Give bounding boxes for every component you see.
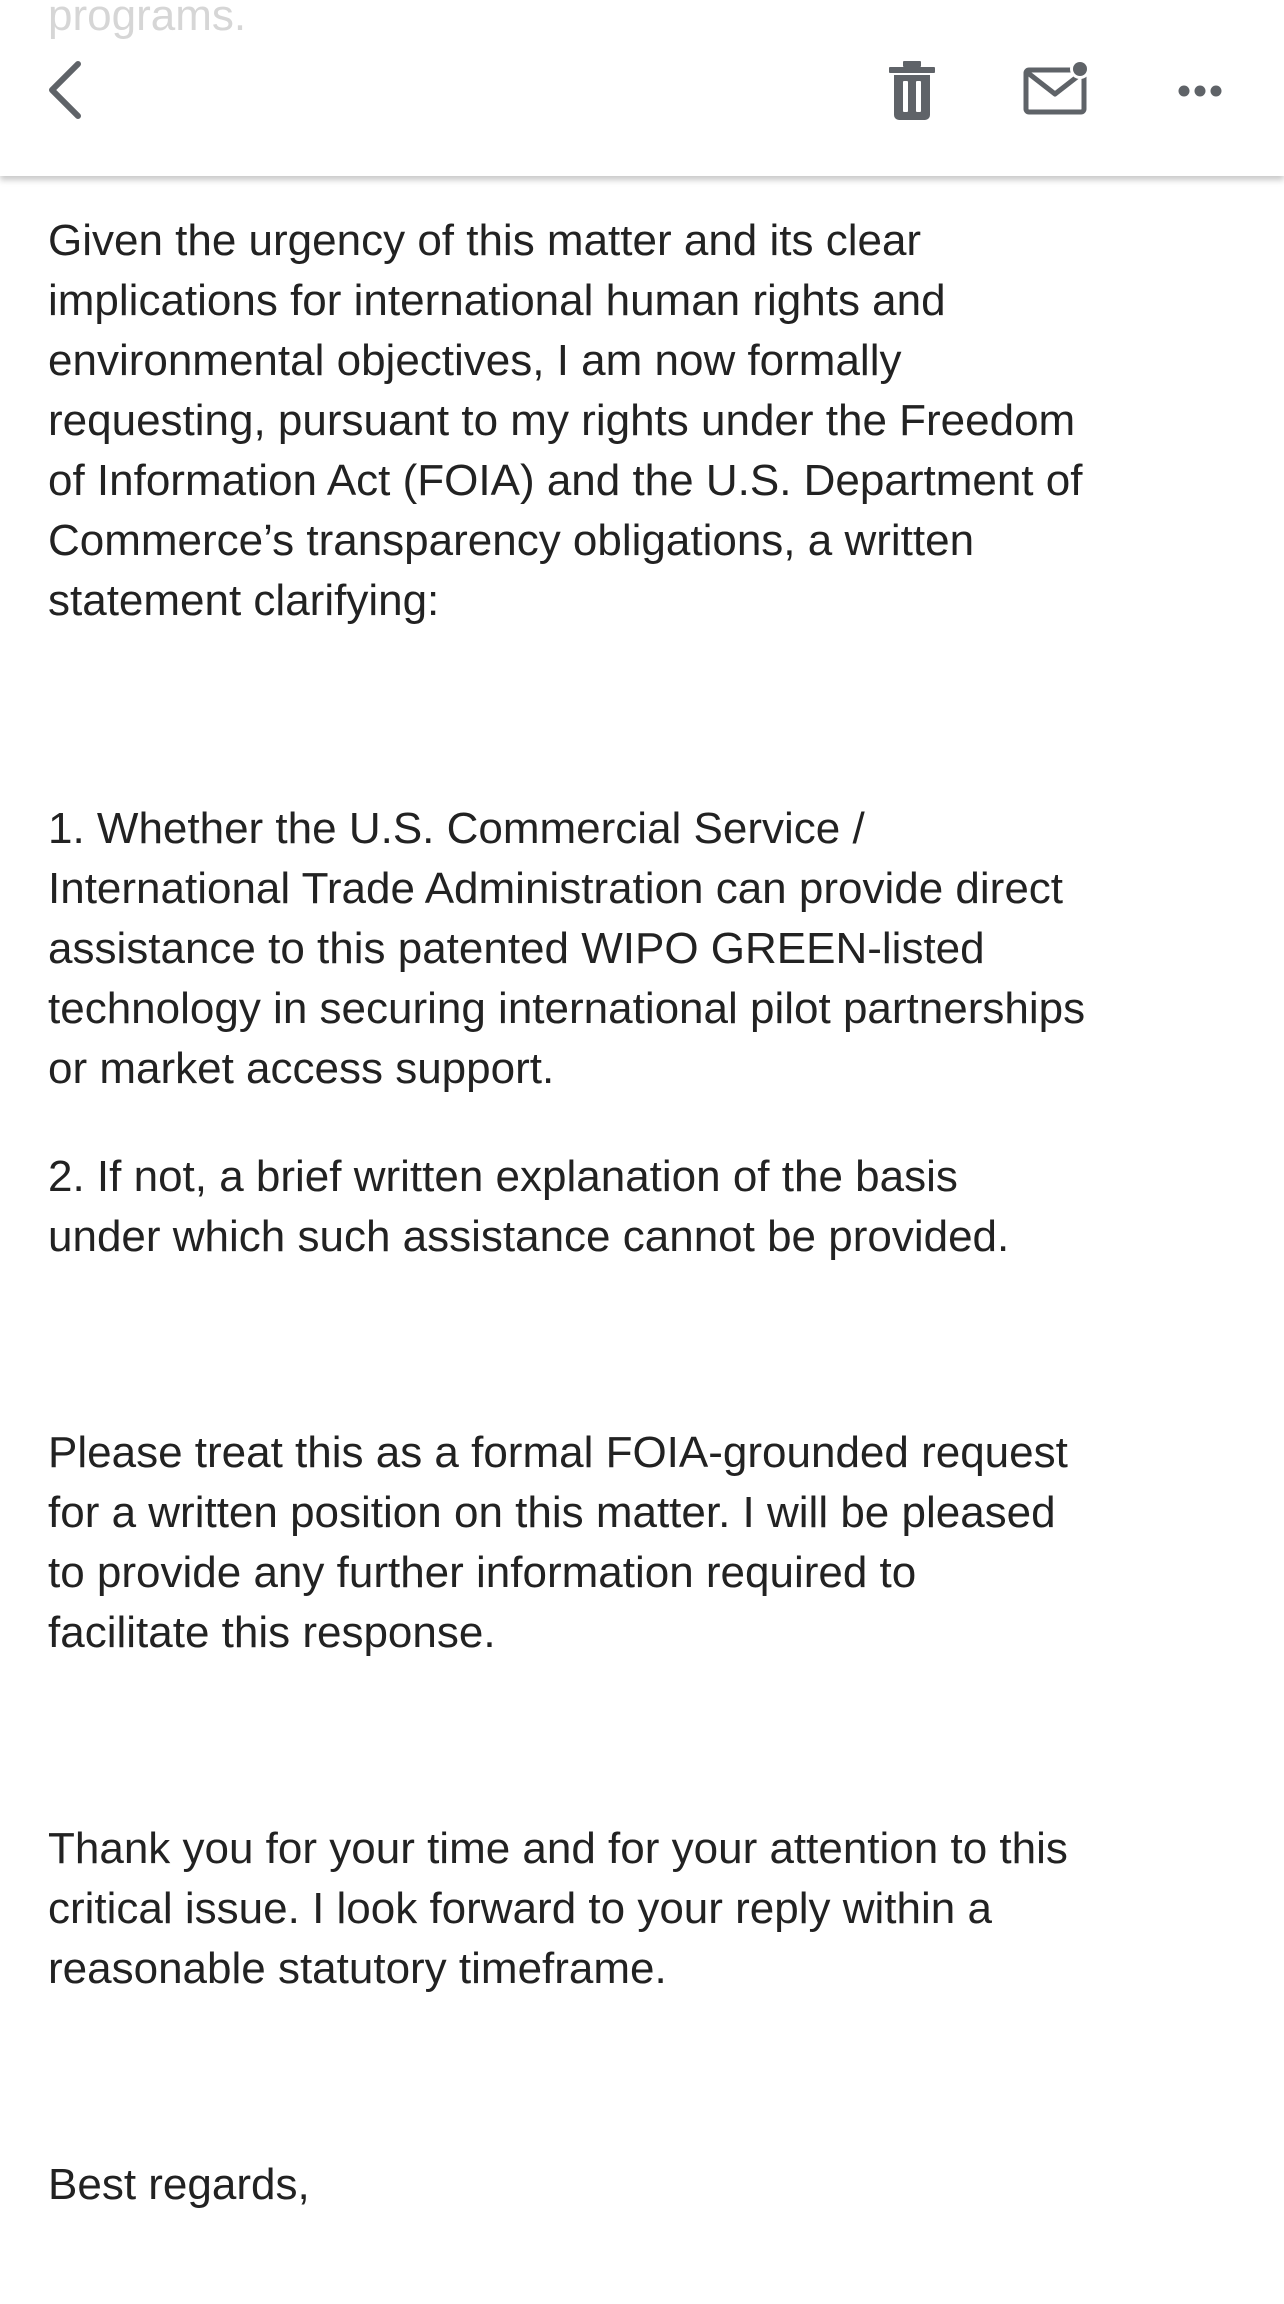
list-item-2: 2. If not, a brief written explanation of the basis under which such assistance cannot be provided. [48, 1152, 1010, 1261]
trash-icon [870, 48, 954, 132]
scrolled-previous-text: programs. [48, 0, 247, 40]
more-options-button[interactable] [1158, 48, 1242, 132]
chevron-left-icon [24, 48, 108, 132]
body-paragraph-thanks: Thank you for your time and for your attention to this critical issue. I look forward to your reply within a reasonable statutory timeframe. [48, 1824, 1068, 1993]
mark-unread-button[interactable] [1014, 48, 1098, 132]
signoff: Best regards, [48, 2160, 310, 2209]
top-toolbar [0, 0, 1284, 176]
email-body [48, 211, 1248, 2215]
list-item-1: 1. Whether the U.S. Commercial Service / International Trade Administration can provide direct assistance to this patented WIPO GREEN-listed technology in securing international pilot partnerships or market access support. [48, 804, 1086, 1093]
delete-button[interactable] [870, 48, 954, 132]
mail-unread-icon [1014, 48, 1098, 132]
back-button[interactable] [24, 48, 108, 132]
body-paragraph-foia: Please treat this as a formal FOIA-grounded request for a written position on this matter. I will be pleased to provide any further information required to facilitate this response. [48, 1428, 1068, 1657]
body-paragraph-request: Given the urgency of this matter and its clear implications for international human rights and environmental objectives, I am now formally requesting, pursuant to my rights under the Freedom of Information Act (FOIA) and the U.S. Department of Commerce’s transparency obligations, a written statement clarifying: [48, 216, 1083, 625]
more-horizontal-icon [1158, 48, 1242, 132]
